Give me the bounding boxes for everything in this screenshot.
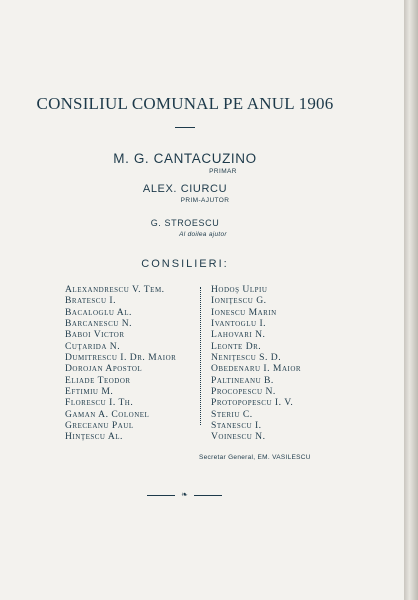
list-item: Protopopescu I. V. [211, 397, 294, 409]
list-item: Hinţescu Al. [65, 431, 123, 443]
list-item: Lahovari N. [211, 329, 266, 341]
list-item: Hodoş Ulpiu [211, 284, 268, 295]
list-item: Gaman A. Colonel [65, 408, 150, 420]
list-item: Voinescu N. [211, 431, 266, 443]
list-item: Florescu I. Th. [65, 397, 134, 409]
list-item: Baboi Victor [65, 329, 125, 341]
list-item: Neniţescu S. D. [211, 352, 282, 364]
list-item: Alexandrescu V. Tem. [65, 284, 165, 295]
list-item: Barcanescu N. [65, 318, 133, 330]
list-item: Obedenaru I. Maior [211, 363, 302, 375]
list-item: Steriu C. [211, 408, 253, 420]
official-first-deputy-role: PRIM-AJUTOR [180, 197, 230, 204]
councillors-heading: CONSILIERI: [141, 258, 229, 270]
page-title: CONSILIUL COMUNAL PE ANUL 1906 [36, 94, 334, 113]
list-item: Dumitrescu I. Dr. Maior [65, 352, 177, 364]
list-item: Dorojan Apostol [65, 363, 143, 375]
official-mayor-name: M. G. CANTACUZINO [113, 151, 257, 166]
end-ornament [147, 490, 222, 500]
official-first-deputy-name: ALEX. CIURCU [142, 183, 228, 195]
official-second-deputy-role: Al doilea ajutor [179, 231, 227, 238]
list-item: Eftimiu M. [65, 386, 114, 398]
ornament-line-left [147, 495, 175, 496]
councillors-right-column [211, 284, 301, 443]
title-divider [175, 127, 195, 128]
list-item: Greceanu Paul [65, 420, 134, 432]
list-item: Ionescu Marin [211, 306, 277, 318]
list-item: Cuţarida N. [65, 340, 121, 352]
list-item: Bacaloglu Al. [65, 306, 132, 318]
ornament-line-right [194, 495, 222, 496]
list-item: Bratescu I. [65, 295, 117, 307]
list-item: Paltineanu B. [211, 374, 274, 386]
column-divider [200, 287, 201, 425]
secretary-line: Secretar General, EM. VASILESCU [199, 454, 311, 461]
list-item: Procopescu N. [211, 386, 276, 398]
page-edge [404, 0, 418, 600]
ornament-center-icon: ❧ [181, 490, 188, 499]
councillors-left-column [65, 284, 176, 443]
list-item: Stanescu I. [211, 420, 262, 432]
list-item: Ioniţescu G. [211, 295, 267, 307]
official-mayor-role: PRIMAR [209, 168, 237, 175]
list-item: Eliade Teodor [65, 374, 131, 386]
official-second-deputy-name: G. STROESCU [150, 218, 220, 228]
list-item: Leonte Dr. [211, 340, 262, 352]
list-item: Ivantoglu I. [211, 318, 267, 330]
